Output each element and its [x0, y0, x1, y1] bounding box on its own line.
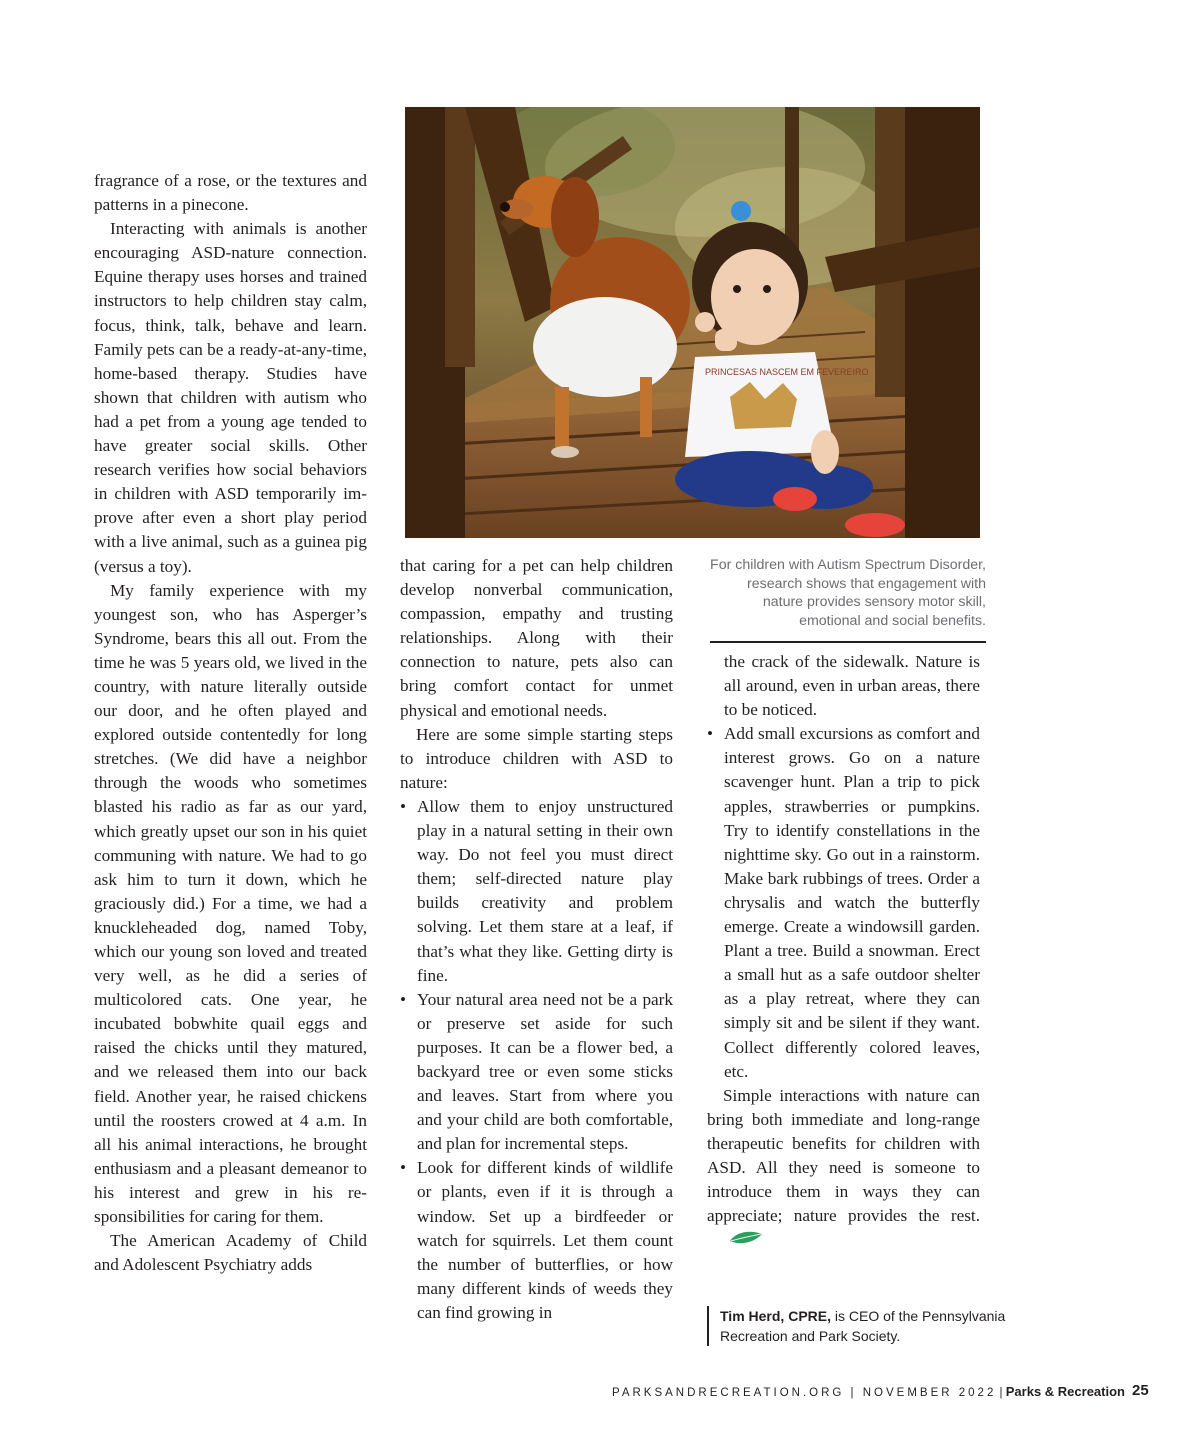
tips-list-continued	[707, 650, 980, 1084]
caption-divider	[710, 641, 986, 643]
shirt-text: PRINCESAS NASCEM EM FEVEREIRO	[705, 367, 869, 377]
article-photo	[405, 107, 980, 538]
paragraph: Interacting with animals is another encouraging ASD-nature connection. Equine therapy uses horses and trained instructors to help children stay calm, focus, think, talk, behave and learn. Family pets can be a ready-at-any-time, home-based therapy. Studies have shown that children with autism who had a pet from a young age tended to have greater social skills. Other research verifies how social behaviors in children with ASD temporarily improve after even a short play period with a live animal, such as a guinea pig (versus a toy).	[94, 219, 367, 576]
footer-separator: |	[996, 1387, 1006, 1399]
paragraph: The American Academy of Child and Adolescent Psychiatry adds	[94, 1231, 367, 1275]
paragraph: that caring for a pet can help children develop nonverbal communication, compassion, empathy and trusting relationships. Along with their connection to nature, pets also can bring comfort contact for unmet physical and emotional needs.	[400, 556, 673, 720]
footer-separator: |	[844, 1387, 863, 1399]
page-footer	[612, 1384, 1125, 1399]
footer-magazine: Parks & Recreation	[1005, 1384, 1125, 1399]
page-number: 25	[1132, 1382, 1149, 1399]
tips-list	[400, 795, 673, 1325]
photo-child-and-dog	[405, 107, 980, 538]
list-item: • Look for different kinds of wildlife or plants, even if it is through a window. Set up a birdfeeder or watch for squirrels. Let them count the number of butterflies, or how many different kinds of weeds they can find growing in	[400, 1156, 673, 1325]
list-item: • Your natural area need not be a park or preserve set aside for such purposes. It can be a flower bed, a backyard tree or even some sticks and leaves. Start from where you and your child are both comfortable, and plan for incremental steps.	[400, 988, 673, 1157]
footer-issue: NOVEMBER 2022	[862, 1387, 997, 1399]
closing-text: Simple interactions with nature can bring both immediate and long-range therapeutic benefits for children with ASD. All they need is someone to introduce them in ways they can appreciate; nature provides the rest.	[707, 1085, 980, 1226]
article-column-2	[400, 554, 673, 1325]
author-name: Tim Herd, CPRE,	[720, 1308, 831, 1324]
paragraph: Here are some simple starting steps to introduce children with ASD to nature:	[400, 724, 673, 792]
article-column-3	[707, 650, 980, 1253]
list-item: • Allow them to enjoy unstructured play in a natural setting in their own way. Do not feel you must direct them; self-directed nature play builds creativity and problem solving. Let them stare at a leaf, if that’s what they like. Getting dirty is fine.	[400, 795, 673, 988]
article-column-1	[94, 169, 367, 1277]
author-bio	[707, 1306, 1007, 1346]
leaf-icon	[713, 1229, 763, 1253]
photo-caption: For children with Autism Spectrum Disorder, research shows that engagement with nature provides sensory motor skill, emotional and social benefits.	[710, 557, 986, 629]
paragraph: My family experience with my youngest son, who has Asperger’s Syndrome, bears this all out. From the time he was 5 years old, we lived in the country, with nature literally outside our door, and he often played and explored outside contentedly for long stretches. (We did have a neighbor through the woods who sometimes blasted his radio as far as our yard, which greatly upset our son in his quiet communing with nature. We had to go ask him to turn it down, which he graciously did.) For a time, we had a knuckleheaded dog, named Toby, which our young son loved and treated very well, as he did a series of multicolored cats. One year, he incubated bobwhite quail eggs and raised the chicks until they matured, and we released them into our back field. Another year, he raised chickens until the roosters crowed at 4 a.m. In all his animal interactions, he brought enthusiasm and a pleasant demeanor to his interest and grew in his responsibilities for caring for them.	[94, 580, 367, 1227]
paragraph: fragrance of a rose, or the textures and patterns in a pinecone.	[94, 171, 367, 215]
closing-paragraph	[707, 1084, 980, 1254]
list-item-continued: the crack of the sidewalk. Nature is all around, even in urban areas, there to be noticed.	[724, 652, 980, 720]
author-description: is CEO of the Pennsylvania Recreation and Park Society.	[720, 1308, 1006, 1344]
list-item: • Add small excursions as comfort and interest grows. Go on a nature scavenger hunt. Plan a trip to pick apples, strawberries or pumpkins. Try to identify constellations in the nighttime sky. Go out in a rainstorm. Make bark rubbings of trees. Order a chrysalis and watch the butterfly emerge. Create a windowsill garden. Plant a tree. Build a snowman. Erect a small hut as a safe outdoor shelter as a play retreat, where they can simply sit and be silent if they want. Collect differently colored leaves, etc.	[707, 722, 980, 1083]
footer-site: PARKSANDRECREATION.ORG	[612, 1387, 845, 1399]
